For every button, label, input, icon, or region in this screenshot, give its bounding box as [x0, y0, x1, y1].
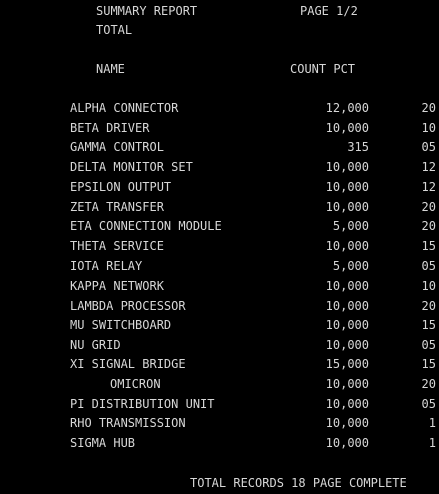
table-row — [0, 436, 439, 454]
column-header-values: COUNT PCT — [290, 62, 356, 76]
row-name: PI DISTRIBUTION UNIT — [70, 397, 215, 411]
table-row — [0, 200, 439, 218]
table-row — [0, 239, 439, 257]
row-extra: 15 — [421, 357, 436, 371]
row-name: XI SIGNAL BRIDGE — [70, 357, 186, 371]
row-extra: 15 — [421, 318, 436, 332]
row-value: 10,000 — [325, 318, 369, 332]
row-name: GAMMA CONTROL — [70, 140, 164, 154]
table-row — [0, 180, 439, 198]
table-row — [0, 140, 439, 158]
row-extra: 20 — [421, 219, 436, 233]
table-row — [0, 121, 439, 139]
table-row — [0, 357, 439, 375]
row-extra: 05 — [421, 140, 436, 154]
report-title: SUMMARY REPORT — [96, 4, 198, 18]
row-extra: 10 — [421, 121, 436, 135]
row-name: MU SWITCHBOARD — [70, 318, 172, 332]
page-indicator: PAGE 1/2 — [300, 4, 358, 18]
row-extra: 15 — [421, 239, 436, 253]
row-value: 10,000 — [325, 416, 369, 430]
row-name: NU GRID — [70, 338, 121, 352]
row-extra: 1 — [428, 416, 436, 430]
table-row — [0, 160, 439, 178]
row-name: ALPHA CONNECTOR — [70, 101, 179, 115]
row-name: DELTA MONITOR SET — [70, 160, 193, 174]
table-row — [0, 318, 439, 336]
row-name: THETA SERVICE — [70, 239, 164, 253]
row-extra: 20 — [421, 200, 436, 214]
row-extra: 12 — [421, 180, 436, 194]
row-extra: 05 — [421, 397, 436, 411]
row-value: 315 — [347, 140, 369, 154]
row-value: 5,000 — [332, 259, 369, 273]
table-row — [0, 377, 439, 395]
table-row — [0, 397, 439, 415]
row-name: IOTA RELAY — [70, 259, 143, 273]
row-extra: 05 — [421, 259, 436, 273]
row-extra: 1 — [428, 436, 436, 450]
table-row — [0, 338, 439, 356]
row-name: SIGMA HUB — [70, 436, 136, 450]
row-value: 10,000 — [325, 338, 369, 352]
row-value: 10,000 — [325, 436, 369, 450]
table-row — [0, 219, 439, 237]
row-extra: 12 — [421, 160, 436, 174]
row-extra: 05 — [421, 338, 436, 352]
row-value: 10,000 — [325, 200, 369, 214]
table-row — [0, 101, 439, 119]
row-name: LAMBDA PROCESSOR — [70, 299, 186, 313]
row-name: EPSILON OUTPUT — [70, 180, 172, 194]
row-extra: 10 — [421, 279, 436, 293]
row-value: 10,000 — [325, 180, 369, 194]
row-extra: 20 — [421, 377, 436, 391]
total-label: TOTAL — [96, 23, 133, 37]
row-extra: 20 — [421, 101, 436, 115]
report-footer: TOTAL RECORDS 18 PAGE COMPLETE — [190, 476, 407, 490]
table-row — [0, 279, 439, 297]
row-value: 5,000 — [332, 219, 369, 233]
row-name: OMICRON — [110, 377, 161, 391]
column-header-name: NAME — [96, 62, 125, 76]
table-row — [0, 299, 439, 317]
row-name: ETA CONNECTION MODULE — [70, 219, 222, 233]
row-name: BETA DRIVER — [70, 121, 150, 135]
row-name: ZETA TRANSFER — [70, 200, 164, 214]
row-value: 15,000 — [325, 357, 369, 371]
row-value: 10,000 — [325, 279, 369, 293]
table-row — [0, 416, 439, 434]
row-value: 10,000 — [325, 397, 369, 411]
row-value: 10,000 — [325, 239, 369, 253]
row-value: 10,000 — [325, 377, 369, 391]
row-value: 10,000 — [325, 121, 369, 135]
row-name: RHO TRANSMISSION — [70, 416, 186, 430]
row-extra: 20 — [421, 299, 436, 313]
row-name: KAPPA NETWORK — [70, 279, 164, 293]
row-value: 10,000 — [325, 299, 369, 313]
table-row — [0, 259, 439, 277]
row-value: 12,000 — [325, 101, 369, 115]
row-value: 10,000 — [325, 160, 369, 174]
